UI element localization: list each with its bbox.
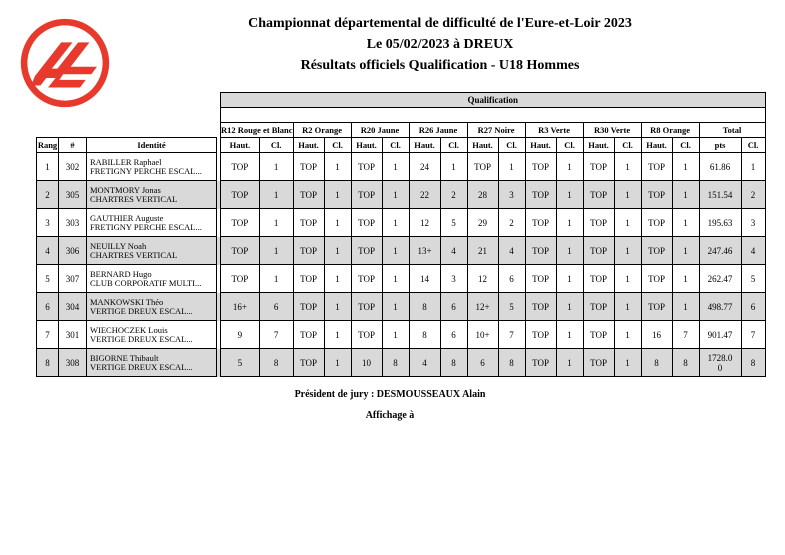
- height-cell: 8: [641, 349, 672, 377]
- height-cell: TOP: [351, 181, 382, 209]
- points-cell: 901.47: [699, 321, 741, 349]
- height-cell: TOP: [351, 321, 382, 349]
- route-rank-cell: 1: [556, 181, 583, 209]
- identity-cell: [87, 349, 217, 377]
- height-cell: TOP: [641, 153, 672, 181]
- table-row: [37, 265, 766, 293]
- height-cell: TOP: [525, 293, 556, 321]
- height-cell: TOP: [525, 153, 556, 181]
- col-identite: Identité: [87, 138, 217, 153]
- table-row: [37, 209, 766, 237]
- height-cell: TOP: [525, 237, 556, 265]
- height-cell: 5: [221, 349, 260, 377]
- points-cell: 1728.0 0: [699, 349, 741, 377]
- col-cl: Cl.: [440, 138, 467, 153]
- route-rank-cell: 1: [614, 321, 641, 349]
- rank-cell: 1: [37, 153, 59, 181]
- height-cell: 4: [409, 349, 440, 377]
- route-rank-cell: 3: [498, 181, 525, 209]
- route-rank-cell: 1: [382, 237, 409, 265]
- route-rank-cell: 7: [498, 321, 525, 349]
- table-row: [37, 237, 766, 265]
- table-row: [37, 181, 766, 209]
- col-cl: Cl.: [324, 138, 351, 153]
- identity-cell: [87, 265, 217, 293]
- rank-cell: 5: [37, 265, 59, 293]
- height-cell: TOP: [221, 209, 260, 237]
- points-cell: 247.46: [699, 237, 741, 265]
- height-cell: TOP: [293, 349, 324, 377]
- results-table: [36, 92, 766, 377]
- height-cell: TOP: [583, 265, 614, 293]
- bib-cell: 304: [59, 293, 87, 321]
- height-cell: TOP: [351, 153, 382, 181]
- bib-cell: 301: [59, 321, 87, 349]
- athlete-club: CLUB CORPORATIF MULTI...: [90, 278, 202, 288]
- athlete-name: WIECHOCZEK Louis: [90, 325, 168, 335]
- height-cell: TOP: [221, 265, 260, 293]
- route-rank-cell: 1: [382, 293, 409, 321]
- col-cl: Cl.: [259, 138, 293, 153]
- route-rank-cell: 1: [614, 237, 641, 265]
- col-total-cl: Cl.: [741, 138, 765, 153]
- height-cell: TOP: [641, 209, 672, 237]
- height-cell: TOP: [583, 321, 614, 349]
- table-row: [37, 153, 766, 181]
- route-header: R2 Orange: [293, 123, 351, 138]
- route-rank-cell: 5: [440, 209, 467, 237]
- route-rank-cell: 3: [440, 265, 467, 293]
- route-rank-cell: 1: [614, 349, 641, 377]
- route-rank-cell: 7: [259, 321, 293, 349]
- points-cell: 195.63: [699, 209, 741, 237]
- route-rank-cell: 5: [498, 293, 525, 321]
- route-rank-cell: 1: [672, 153, 699, 181]
- rank-cell: 3: [37, 209, 59, 237]
- athlete-name: BERNARD Hugo: [90, 269, 152, 279]
- height-cell: TOP: [525, 321, 556, 349]
- route-rank-cell: 8: [498, 349, 525, 377]
- route-header: R12 Rouge et Blanc: [221, 123, 294, 138]
- route-rank-cell: 1: [614, 265, 641, 293]
- height-cell: TOP: [293, 237, 324, 265]
- identity-cell: [87, 181, 217, 209]
- col-cl: Cl.: [672, 138, 699, 153]
- route-rank-cell: 1: [259, 209, 293, 237]
- height-cell: 24: [409, 153, 440, 181]
- route-header: R27 Noire: [467, 123, 525, 138]
- route-rank-cell: 1: [556, 349, 583, 377]
- rank-cell: 2: [37, 181, 59, 209]
- athlete-club: VERTIGE DREUX ESCAL...: [90, 362, 193, 372]
- height-cell: TOP: [221, 153, 260, 181]
- route-rank-cell: 8: [259, 349, 293, 377]
- route-rank-cell: 1: [382, 153, 409, 181]
- route-rank-cell: 1: [324, 321, 351, 349]
- route-rank-cell: 1: [440, 153, 467, 181]
- route-rank-cell: 8: [440, 349, 467, 377]
- height-cell: TOP: [525, 265, 556, 293]
- height-cell: TOP: [351, 209, 382, 237]
- identity-cell: [87, 153, 217, 181]
- height-cell: 10+: [467, 321, 498, 349]
- height-cell: TOP: [641, 181, 672, 209]
- col-haut: Haut.: [525, 138, 556, 153]
- qualification-header: Qualification: [221, 93, 766, 108]
- col-num: #: [59, 138, 87, 153]
- route-rank-cell: 1: [556, 237, 583, 265]
- height-cell: TOP: [293, 209, 324, 237]
- height-cell: 9: [221, 321, 260, 349]
- identity-cell: [87, 209, 217, 237]
- total-rank-cell: 3: [741, 209, 765, 237]
- col-cl: Cl.: [556, 138, 583, 153]
- athlete-club: VERTIGE DREUX ESCAL...: [90, 306, 193, 316]
- total-rank-cell: 7: [741, 321, 765, 349]
- height-cell: TOP: [525, 349, 556, 377]
- page-title: Championnat départemental de difficulté de l'Eure-et-Loir 2023: [248, 16, 632, 31]
- height-cell: TOP: [467, 153, 498, 181]
- bib-cell: 307: [59, 265, 87, 293]
- height-cell: TOP: [221, 181, 260, 209]
- route-rank-cell: 1: [324, 349, 351, 377]
- route-rank-cell: 1: [672, 181, 699, 209]
- athlete-name: MANKOWSKI Théo: [90, 297, 164, 307]
- qualification-spacer: [221, 108, 766, 123]
- height-cell: 13+: [409, 237, 440, 265]
- bib-cell: 306: [59, 237, 87, 265]
- col-haut: Haut.: [409, 138, 440, 153]
- route-rank-cell: 1: [672, 209, 699, 237]
- height-cell: TOP: [525, 209, 556, 237]
- height-cell: 10: [351, 349, 382, 377]
- route-rank-cell: 1: [556, 209, 583, 237]
- route-rank-cell: 1: [556, 265, 583, 293]
- rank-cell: 4: [37, 237, 59, 265]
- route-rank-cell: 1: [614, 153, 641, 181]
- bib-cell: 308: [59, 349, 87, 377]
- total-header: Total: [699, 123, 765, 138]
- height-cell: 8: [409, 293, 440, 321]
- rank-cell: 7: [37, 321, 59, 349]
- display-time: Affichage à: [365, 410, 415, 421]
- height-cell: TOP: [525, 181, 556, 209]
- route-rank-cell: 1: [382, 265, 409, 293]
- bib-cell: 305: [59, 181, 87, 209]
- col-cl: Cl.: [498, 138, 525, 153]
- height-cell: TOP: [583, 181, 614, 209]
- athlete-name: NEUILLY Noah: [90, 241, 147, 251]
- height-cell: TOP: [583, 209, 614, 237]
- total-rank-cell: 2: [741, 181, 765, 209]
- height-cell: 22: [409, 181, 440, 209]
- athlete-name: GAUTHIER Auguste: [90, 213, 164, 223]
- bib-cell: 303: [59, 209, 87, 237]
- route-header: R20 Jaune: [351, 123, 409, 138]
- col-haut: Haut.: [351, 138, 382, 153]
- route-rank-cell: 1: [498, 153, 525, 181]
- athlete-club: FRETIGNY PERCHE ESCAL...: [90, 222, 202, 232]
- height-cell: TOP: [293, 181, 324, 209]
- height-cell: TOP: [583, 349, 614, 377]
- route-rank-cell: 1: [324, 153, 351, 181]
- height-cell: 21: [467, 237, 498, 265]
- route-rank-cell: 1: [382, 209, 409, 237]
- points-cell: 498.77: [699, 293, 741, 321]
- bib-cell: 302: [59, 153, 87, 181]
- jury-president: Président de jury : DESMOUSSEAUX Alain: [294, 389, 486, 400]
- route-rank-cell: 2: [498, 209, 525, 237]
- athlete-name: RABILLER Raphael: [90, 157, 162, 167]
- athlete-name: BIGORNE Thibault: [90, 353, 159, 363]
- col-haut: Haut.: [293, 138, 324, 153]
- height-cell: TOP: [293, 153, 324, 181]
- route-rank-cell: 1: [324, 209, 351, 237]
- identity-cell: [87, 293, 217, 321]
- col-rang: Rang: [37, 138, 59, 153]
- height-cell: 12: [409, 209, 440, 237]
- route-rank-cell: 2: [440, 181, 467, 209]
- route-rank-cell: 1: [259, 265, 293, 293]
- event-date-location: Le 05/02/2023 à DREUX: [366, 37, 514, 52]
- route-rank-cell: 1: [672, 265, 699, 293]
- route-rank-cell: 1: [324, 265, 351, 293]
- rank-cell: 8: [37, 349, 59, 377]
- height-cell: TOP: [293, 321, 324, 349]
- identity-cell: [87, 237, 217, 265]
- route-header: R26 Jaune: [409, 123, 467, 138]
- height-cell: TOP: [583, 153, 614, 181]
- col-haut: Haut.: [583, 138, 614, 153]
- height-cell: 29: [467, 209, 498, 237]
- route-rank-cell: 1: [324, 293, 351, 321]
- table-row: [37, 321, 766, 349]
- route-rank-cell: 1: [259, 153, 293, 181]
- height-cell: TOP: [351, 237, 382, 265]
- route-rank-cell: 8: [672, 349, 699, 377]
- table-row: [37, 349, 766, 377]
- height-cell: 12: [467, 265, 498, 293]
- col-haut: Haut.: [467, 138, 498, 153]
- height-cell: TOP: [641, 293, 672, 321]
- col-haut: Haut.: [641, 138, 672, 153]
- route-rank-cell: 7: [672, 321, 699, 349]
- athlete-club: FRETIGNY PERCHE ESCAL...: [90, 166, 202, 176]
- height-cell: 12+: [467, 293, 498, 321]
- athlete-club: CHARTRES VERTICAL: [90, 250, 178, 260]
- rank-cell: 6: [37, 293, 59, 321]
- height-cell: 6: [467, 349, 498, 377]
- route-rank-cell: 4: [498, 237, 525, 265]
- route-rank-cell: 1: [614, 293, 641, 321]
- height-cell: TOP: [583, 293, 614, 321]
- height-cell: TOP: [351, 293, 382, 321]
- route-rank-cell: 1: [259, 181, 293, 209]
- route-rank-cell: 1: [614, 181, 641, 209]
- height-cell: TOP: [293, 293, 324, 321]
- height-cell: 16: [641, 321, 672, 349]
- athlete-club: CHARTRES VERTICAL: [90, 194, 178, 204]
- points-cell: 61.86: [699, 153, 741, 181]
- table-row: [37, 293, 766, 321]
- route-rank-cell: 1: [556, 321, 583, 349]
- route-rank-cell: 1: [672, 237, 699, 265]
- route-rank-cell: 1: [382, 321, 409, 349]
- height-cell: 28: [467, 181, 498, 209]
- height-cell: 14: [409, 265, 440, 293]
- route-rank-cell: 1: [556, 293, 583, 321]
- height-cell: 8: [409, 321, 440, 349]
- route-header: R8 Orange: [641, 123, 699, 138]
- results-subtitle: Résultats officiels Qualification - U18 Hommes: [300, 58, 580, 73]
- col-haut: Haut.: [221, 138, 260, 153]
- col-pts: pts: [699, 138, 741, 153]
- total-rank-cell: 4: [741, 237, 765, 265]
- height-cell: TOP: [641, 265, 672, 293]
- route-rank-cell: 1: [324, 181, 351, 209]
- total-rank-cell: 5: [741, 265, 765, 293]
- height-cell: TOP: [641, 237, 672, 265]
- route-rank-cell: 1: [556, 153, 583, 181]
- route-rank-cell: 8: [382, 349, 409, 377]
- route-rank-cell: 4: [440, 237, 467, 265]
- athlete-name: MONTMORY Jonas: [90, 185, 161, 195]
- height-cell: TOP: [583, 237, 614, 265]
- points-cell: 262.47: [699, 265, 741, 293]
- col-cl: Cl.: [614, 138, 641, 153]
- total-rank-cell: 8: [741, 349, 765, 377]
- athlete-club: VERTIGE DREUX ESCAL...: [90, 334, 193, 344]
- route-rank-cell: 6: [440, 321, 467, 349]
- height-cell: TOP: [221, 237, 260, 265]
- route-rank-cell: 1: [672, 293, 699, 321]
- height-cell: TOP: [351, 265, 382, 293]
- route-rank-cell: 6: [498, 265, 525, 293]
- route-rank-cell: 1: [259, 237, 293, 265]
- total-rank-cell: 1: [741, 153, 765, 181]
- route-header: R30 Verte: [583, 123, 641, 138]
- height-cell: 16+: [221, 293, 260, 321]
- col-cl: Cl.: [382, 138, 409, 153]
- route-rank-cell: 6: [259, 293, 293, 321]
- route-rank-cell: 1: [382, 181, 409, 209]
- identity-cell: [87, 321, 217, 349]
- points-cell: 151.54: [699, 181, 741, 209]
- total-rank-cell: 6: [741, 293, 765, 321]
- route-rank-cell: 1: [614, 209, 641, 237]
- route-rank-cell: 1: [324, 237, 351, 265]
- height-cell: TOP: [293, 265, 324, 293]
- route-rank-cell: 6: [440, 293, 467, 321]
- route-header: R3 Verte: [525, 123, 583, 138]
